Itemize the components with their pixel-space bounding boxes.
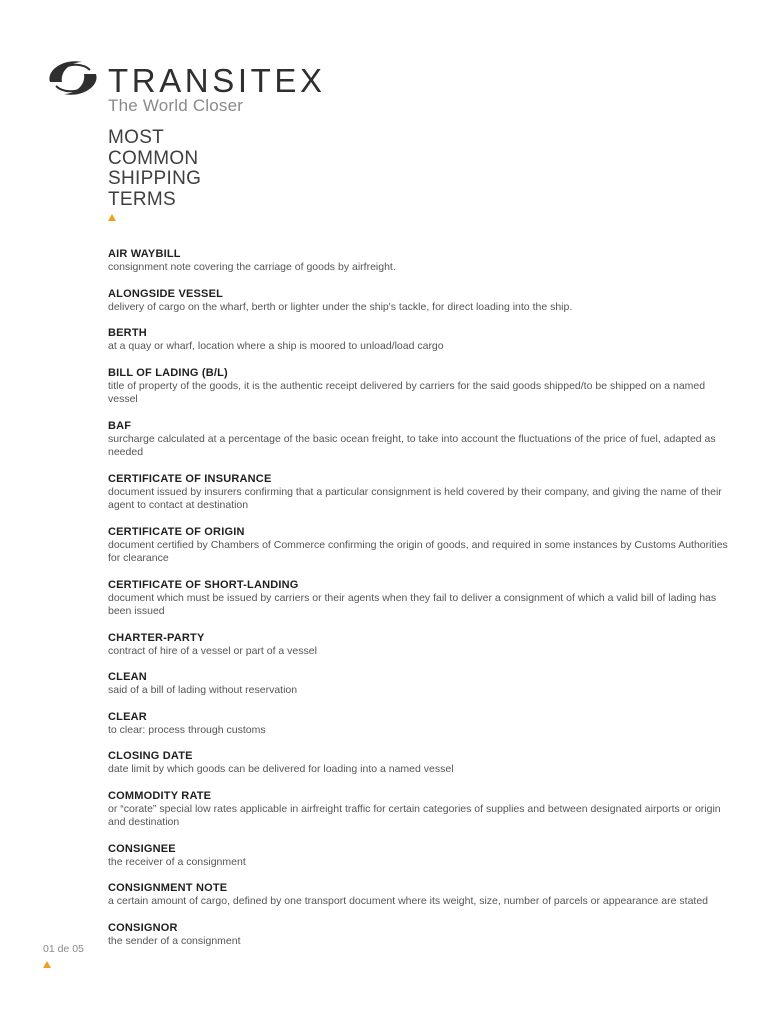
term-definition: contract of hire of a vessel or part of a vessel	[108, 644, 317, 657]
term-definition: surcharge calculated at a percentage of the basic ocean freight, to take into account the fluctuations of the price of fuel, adapted as needed	[108, 432, 716, 458]
term-definition: a certain amount of cargo, defined by one transport document where its weight, size, number of parcels or appearance are stated	[108, 895, 709, 907]
term-definition: consignment note covering the carriage of goods by airfreight.	[108, 261, 396, 273]
term-entry	[108, 366, 728, 407]
term-name: CLEAR	[108, 710, 147, 723]
term-name: BAF	[108, 419, 132, 432]
tagline: The World Closer	[108, 96, 244, 115]
term-entry	[108, 789, 728, 830]
term-entry	[108, 749, 728, 777]
triangle-marker-icon	[108, 214, 116, 221]
term-definition: document certified by Chambers of Commerce confirming the origin of goods, and required in some instances by Customs Authorities for clearance	[108, 538, 728, 564]
term-name: CONSIGNOR	[108, 921, 178, 934]
term-name: CERTIFICATE OF ORIGIN	[108, 525, 245, 538]
term-definition: the sender of a consignment	[108, 934, 241, 947]
brand-name: TRANSITEX	[108, 62, 326, 99]
term-name: CLEAN	[108, 671, 147, 683]
page-number: 01 de 05	[43, 943, 84, 955]
term-entry	[108, 472, 728, 513]
term-entry	[108, 921, 728, 949]
term-entry	[108, 842, 728, 870]
page-title	[108, 128, 201, 210]
term-name: CONSIGNMENT NOTE	[108, 882, 228, 894]
term-name: AIR WAYBILL	[108, 248, 181, 260]
term-definition: document which must be issued by carriers or their agents when they fail to deliver a consignment of which a valid bill of lading has been issued	[108, 591, 717, 617]
term-entry	[108, 670, 728, 698]
term-name: COMMODITY RATE	[108, 789, 212, 802]
title-line: COMMON	[108, 147, 199, 169]
term-entry	[108, 710, 728, 738]
term-entry	[108, 578, 728, 619]
term-entry	[108, 247, 728, 275]
term-entry	[108, 881, 728, 909]
term-name: CLOSING DATE	[108, 750, 193, 762]
term-definition: the receiver of a consignment	[108, 855, 246, 868]
title-line: MOST	[108, 127, 165, 148]
term-definition: delivery of cargo on the wharf, berth or lighter under the ship's tackle, for direct loading into the ship.	[108, 300, 573, 313]
brand-logo	[42, 56, 326, 100]
term-name: BERTH	[108, 327, 147, 339]
term-entry	[108, 419, 728, 460]
term-name: ALONGSIDE VESSEL	[108, 287, 224, 300]
term-definition: to clear: process through customs	[108, 723, 266, 736]
term-name: CONSIGNEE	[108, 842, 176, 855]
term-definition: document issued by insurers confirming that a particular consignment is held covered by their company, and giving the name of their agent to contact at destination	[108, 485, 722, 511]
term-definition: or “corate” special low rates applicable in airfreight traffic for certain categories of supplies and between designated airports or origin and destination	[108, 802, 721, 828]
term-name: CHARTER-PARTY	[108, 631, 205, 644]
term-entry	[108, 631, 728, 659]
triangle-marker-icon	[43, 961, 51, 968]
title-line: SHIPPING	[108, 168, 202, 189]
term-definition: title of property of the goods, it is the authentic receipt delivered by carriers for the said goods shipped/to be shipped on a named vessel	[108, 379, 706, 405]
term-entry	[108, 326, 728, 354]
terms-list	[108, 247, 728, 960]
title-line: TERMS	[108, 188, 176, 210]
term-entry	[108, 287, 728, 315]
term-definition: said of a bill of lading without reservation	[108, 684, 298, 696]
term-name: CERTIFICATE OF SHORT-LANDING	[108, 578, 299, 591]
term-definition: at a quay or wharf, location where a ship is moored to unload/load cargo	[108, 340, 444, 352]
term-name: BILL OF LADING (B/L)	[108, 366, 228, 379]
term-name: CERTIFICATE OF INSURANCE	[108, 472, 272, 485]
term-entry	[108, 525, 728, 566]
term-definition: date limit by which goods can be delivered for loading into a named vessel	[108, 763, 454, 775]
transitex-logo-mark-icon	[42, 56, 104, 100]
